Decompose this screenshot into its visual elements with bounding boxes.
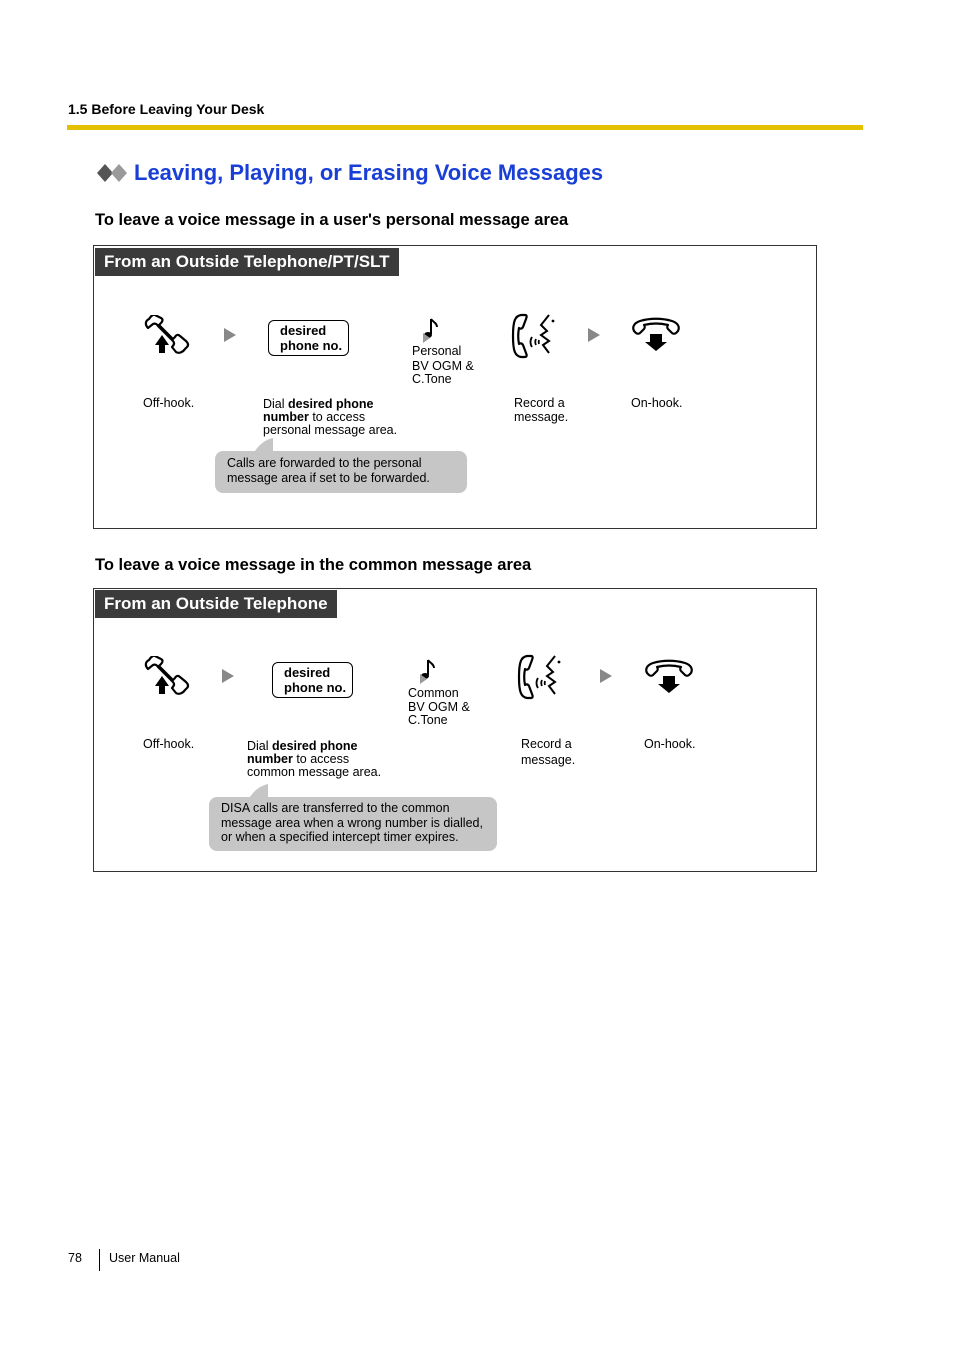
dial-instruction: Dial desired phone number to access personal message area.	[263, 397, 398, 437]
off-hook-icon	[143, 315, 191, 355]
desired-phone-key: desired phone no.	[272, 662, 353, 698]
page-title-row	[96, 160, 603, 186]
dial-instruction: Dial desired phone number to access common message area.	[247, 739, 382, 779]
page-title: Leaving, Playing, or Erasing Voice Messages	[134, 160, 604, 185]
record-label: Record a message.	[514, 396, 569, 424]
on-hook-icon	[643, 659, 695, 695]
header-rule	[67, 125, 863, 130]
section2-heading: To leave a voice message in the common message area	[95, 556, 532, 574]
page-number: 78	[68, 1251, 82, 1265]
section1-tab: From an Outside Telephone/PT/SLT	[95, 248, 399, 276]
footer-divider	[99, 1249, 100, 1271]
tone-note-icon	[421, 317, 441, 343]
tone-label: Common BV OGM & C.Tone	[408, 686, 470, 727]
disa-note: DISA calls are transferred to the common message area when a wrong number is dialled, or when a specified intercept timer expires.	[209, 797, 497, 851]
tone-note-icon	[418, 658, 438, 684]
off-hook-label: Off-hook.	[143, 737, 195, 751]
diamond-bullet-icon	[96, 163, 130, 183]
arrow-right-icon	[588, 328, 600, 342]
arrow-right-icon	[224, 328, 236, 342]
section2-tab: From an Outside Telephone	[95, 590, 337, 618]
tone-label: Personal BV OGM & C.Tone	[412, 344, 474, 386]
arrow-right-icon	[600, 669, 612, 683]
arrow-right-icon	[222, 669, 234, 683]
on-hook-label: On-hook.	[644, 737, 696, 751]
desired-phone-key: desired phone no.	[268, 320, 349, 356]
section-header: 1.5 Before Leaving Your Desk	[68, 101, 265, 117]
section1-heading: To leave a voice message in a user's personal message area	[95, 211, 569, 229]
footer-label: User Manual	[109, 1251, 180, 1265]
on-hook-icon	[630, 317, 682, 353]
speak-record-icon	[517, 654, 565, 700]
off-hook-label: Off-hook.	[143, 396, 195, 410]
on-hook-label: On-hook.	[631, 396, 683, 410]
speak-record-icon	[511, 313, 559, 359]
off-hook-icon	[143, 656, 191, 696]
forward-note: Calls are forwarded to the personal message area if set to be forwarded.	[215, 451, 467, 493]
record-label: Record a message.	[521, 737, 576, 767]
